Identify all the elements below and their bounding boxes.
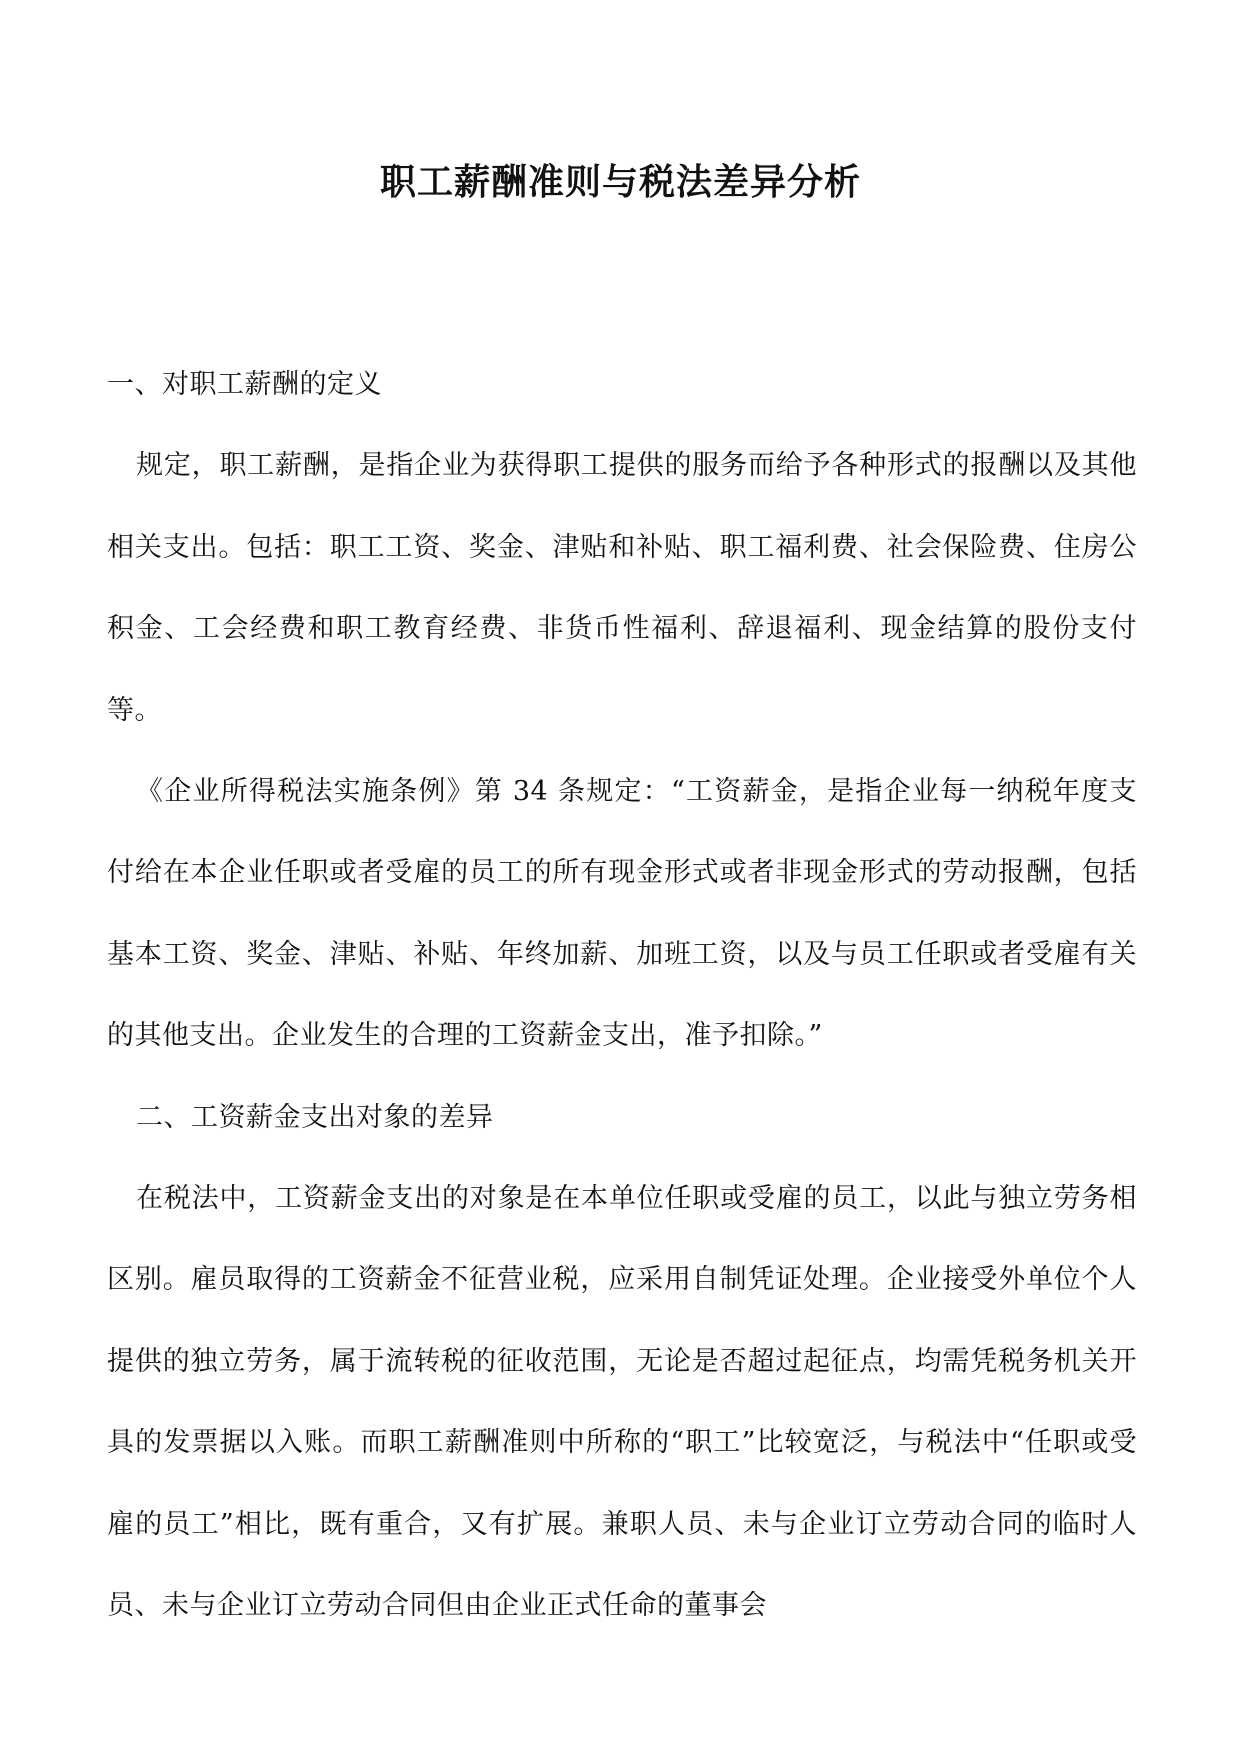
paragraph-tax-regulation: 《企业所得税法实施条例》第 34 条规定：“工资薪金，是指企业每一纳税年度支付给在本企业任职或者受雇的员工的所有现金形式或者非现金形式的劳动报酬，包括基本工资、奖金、津贴、补贴、年终加薪、加班工资，以及与员工任职或者受雇有关的其他支出。企业发生的合理的工资薪金支出，准予扣除。” [107, 776, 1137, 1052]
document-title: 职工薪酬准则与税法差异分析 [379, 162, 861, 203]
section-heading-definition: 一、对职工薪酬的定义 [107, 369, 382, 400]
paragraph-difference: 在税法中，工资薪金支出的对象是在本单位任职或受雇的员工，以此与独立劳务相区别。雇员取得的工资薪金不征营业税，应采用自制凭证处理。企业接受外单位个人提供的独立劳务，属于流转税的征收范围，无论是否超过起征点，均需凭税务机关开具的发票据以入账。而职工薪酬准则中所称的“职工”比较宽泛，与税法中“任职或受雇的员工”相比，既有重合，又有扩展。兼职人员、未与企业订立劳动合同的临时人员、未与企业订立劳动合同但由企业正式任命的董事会 [107, 1183, 1137, 1622]
section-heading-difference: 二、工资薪金支出对象的差异 [136, 1101, 494, 1133]
document-body [107, 344, 1137, 1647]
paragraph-definition: 规定，职工薪酬，是指企业为获得职工提供的服务而给予各种形式的报酬以及其他相关支出。包括：职工工资、奖金、津贴和补贴、职工福利费、社会保险费、住房公积金、工会经费和职工教育经费、非货币性福利、辞退福利、现金结算的股份支付等。 [107, 450, 1137, 726]
